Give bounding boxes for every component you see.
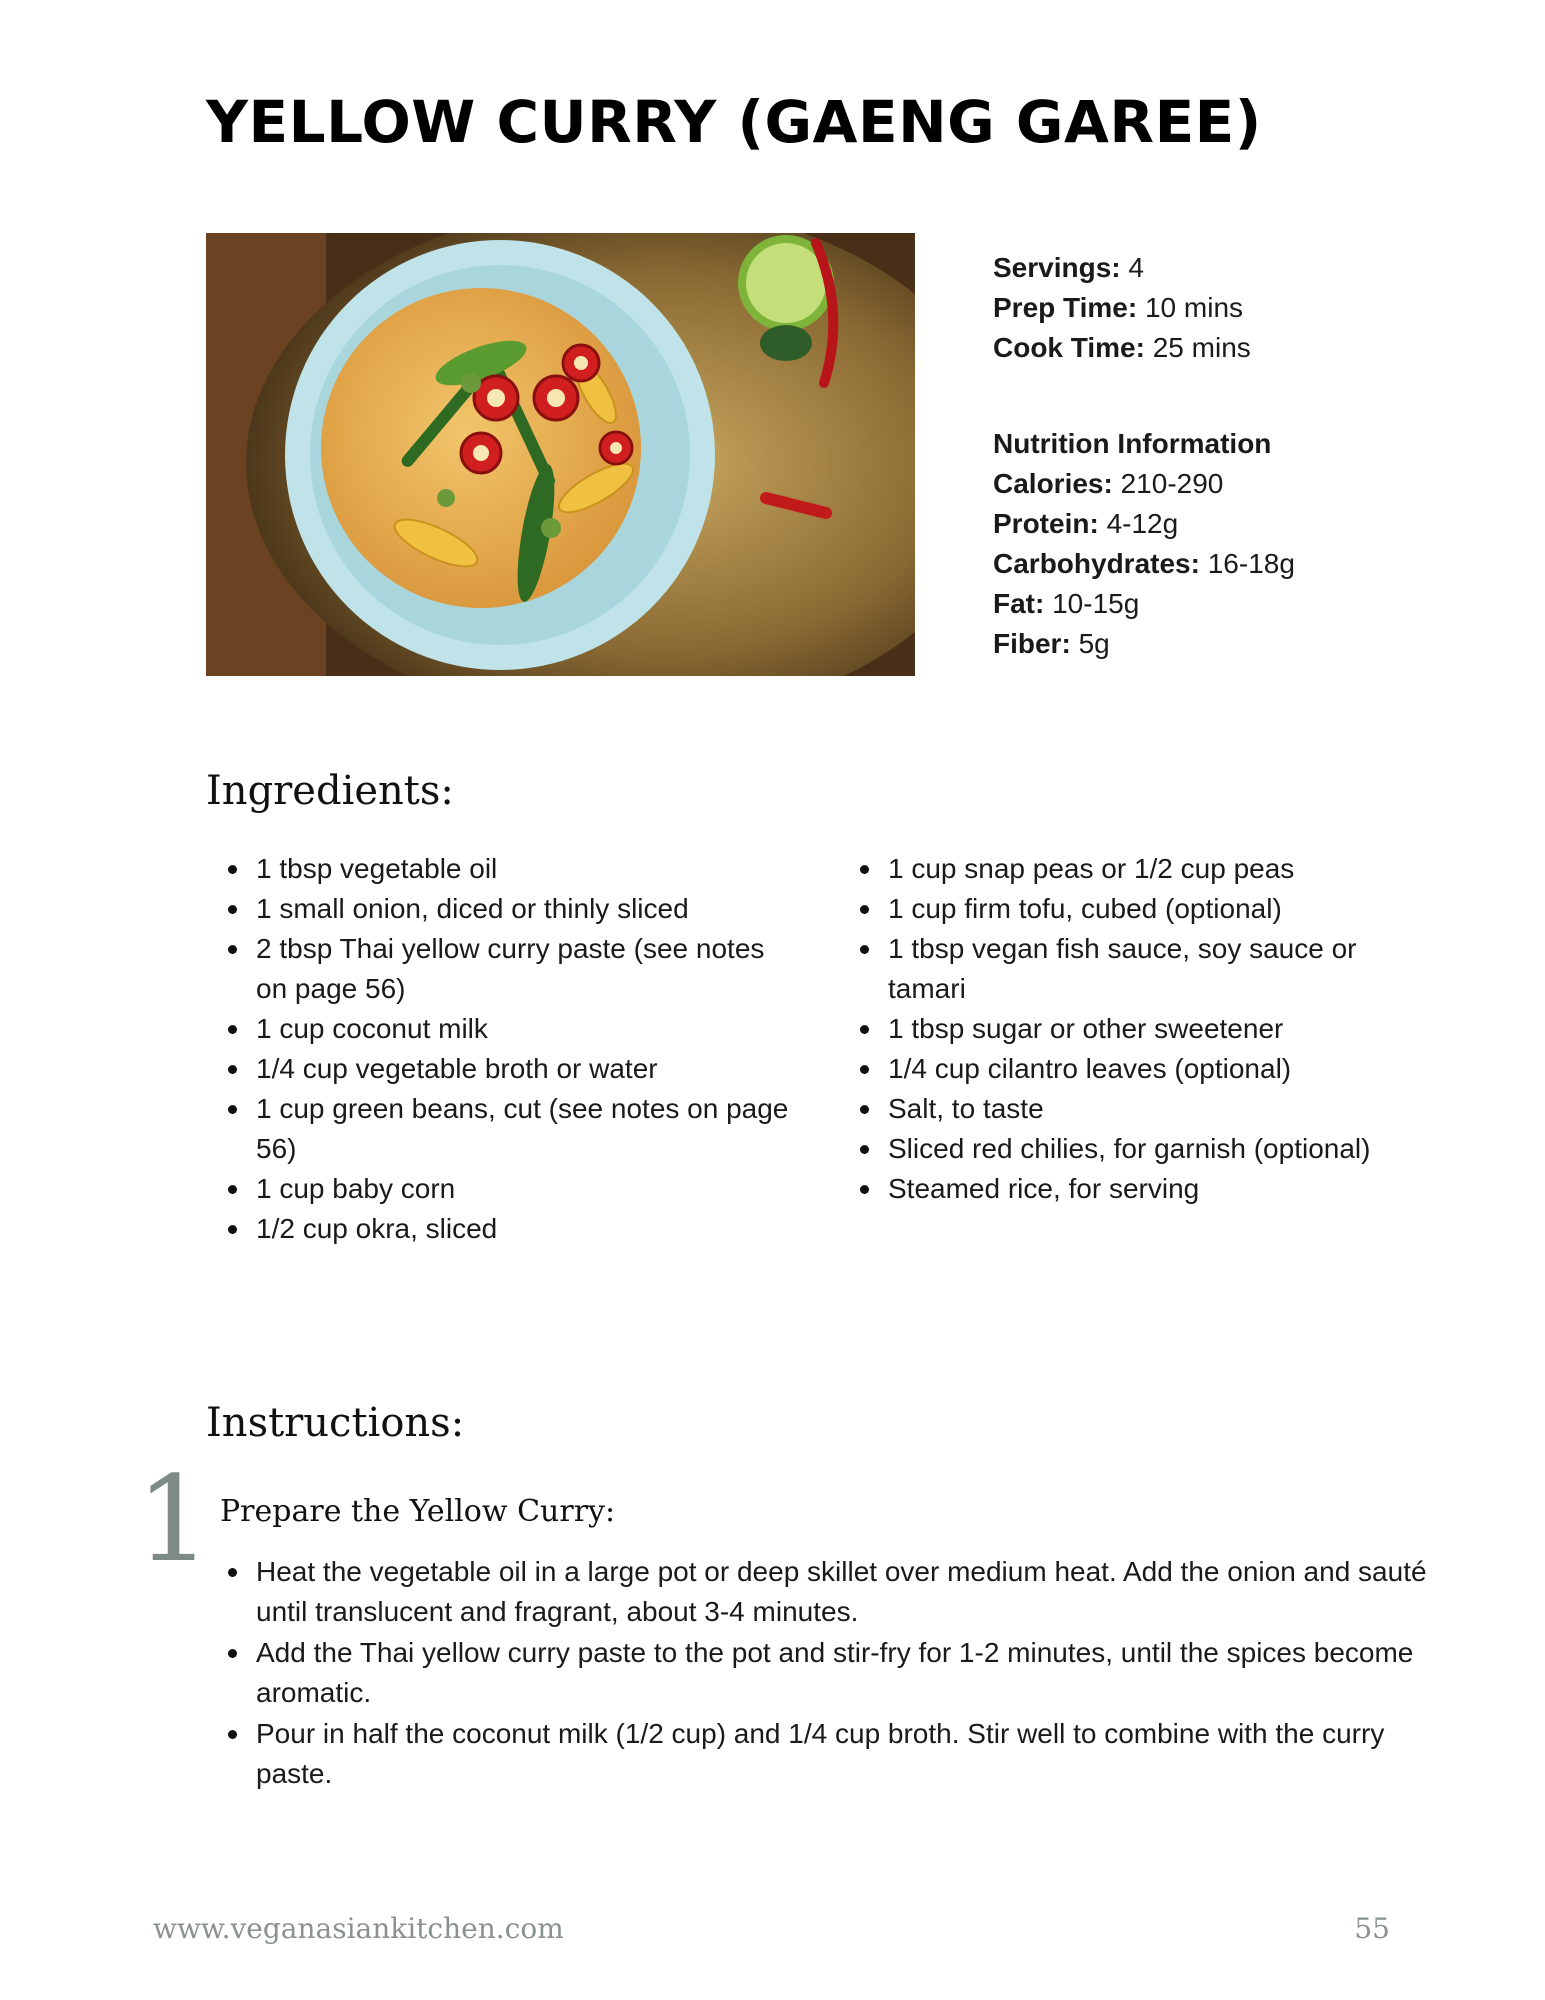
instruction-item: Add the Thai yellow curry paste to the pot and stir-fry for 1-2 minutes, until the spices become aromatic. (256, 1633, 1456, 1713)
list-item: 1/4 cup cilantro leaves (optional) (888, 1049, 1428, 1089)
cook-time-row (993, 328, 1295, 368)
ingredients-heading: Ingredients: (206, 768, 454, 814)
nutrition-fat: Fat: 10-15g (993, 588, 1140, 619)
list-item: 1 cup baby corn (256, 1169, 796, 1209)
prep-time-row (993, 288, 1295, 328)
list-item: Sliced red chilies, for garnish (optional) (888, 1129, 1428, 1169)
list-item: Steamed rice, for serving (888, 1169, 1428, 1209)
cook-time-label: Cook Time: (993, 332, 1145, 363)
prep-time-value: 10 mins (1144, 292, 1244, 323)
list-item: 2 tbsp Thai yellow curry paste (see notes on page 56) (256, 929, 796, 1009)
ingredients-list-left (206, 849, 796, 1249)
nutrition-calories: Calories: 210-290 (993, 468, 1224, 499)
instruction-item: Heat the vegetable oil in a large pot or deep skillet over medium heat. Add the onion and sauté until translucent and fragrant, about 3-4 minutes. (256, 1552, 1456, 1632)
list-item: 1 tbsp sugar or other sweetener (888, 1009, 1428, 1049)
list-item: 1 small onion, diced or thinly sliced (256, 889, 796, 929)
instructions-heading: Instructions: (206, 1400, 465, 1446)
list-item: 1/2 cup okra, sliced (256, 1209, 796, 1249)
instruction-list (206, 1552, 1456, 1795)
recipe-title: YELLOW CURRY (GAENG GAREE) (206, 88, 1262, 156)
servings-row (993, 248, 1295, 288)
nutrition-fiber: Fiber: 5g (993, 628, 1110, 659)
nutrition-heading: Nutrition Information (993, 428, 1272, 459)
recipe-photo (206, 233, 915, 676)
instruction-item: Pour in half the coconut milk (1/2 cup) and 1/4 cup broth. Stir well to combine with the curry paste. (256, 1714, 1456, 1794)
ingredients-list-right (838, 849, 1428, 1209)
servings-value: 4 (1128, 252, 1144, 283)
recipe-info (993, 248, 1295, 664)
step-title: Prepare the Yellow Curry: (220, 1494, 616, 1529)
list-item: Salt, to taste (888, 1089, 1428, 1129)
list-item: 1 tbsp vegetable oil (256, 849, 796, 889)
list-item: 1 cup snap peas or 1/2 cup peas (888, 849, 1428, 889)
page-number: 55 (1354, 1912, 1390, 1945)
prep-time-label: Prep Time: (993, 292, 1138, 323)
nutrition-protein: Protein: 4-12g (993, 508, 1179, 539)
list-item: 1 tbsp vegan fish sauce, soy sauce or tamari (888, 929, 1428, 1009)
nutrition-carbohydrates: Carbohydrates: 16-18g (993, 548, 1295, 579)
list-item: 1 cup coconut milk (256, 1009, 796, 1049)
step-number: 1 (136, 1450, 212, 1588)
list-item: 1 cup green beans, cut (see notes on page 56) (256, 1089, 796, 1169)
list-item: 1 cup firm tofu, cubed (optional) (888, 889, 1428, 929)
cook-time-value: 25 mins (1152, 332, 1251, 363)
list-item: 1/4 cup vegetable broth or water (256, 1049, 796, 1089)
servings-label: Servings: (993, 252, 1121, 283)
footer-website-link[interactable]: www.veganasiankitchen.com (153, 1912, 564, 1945)
